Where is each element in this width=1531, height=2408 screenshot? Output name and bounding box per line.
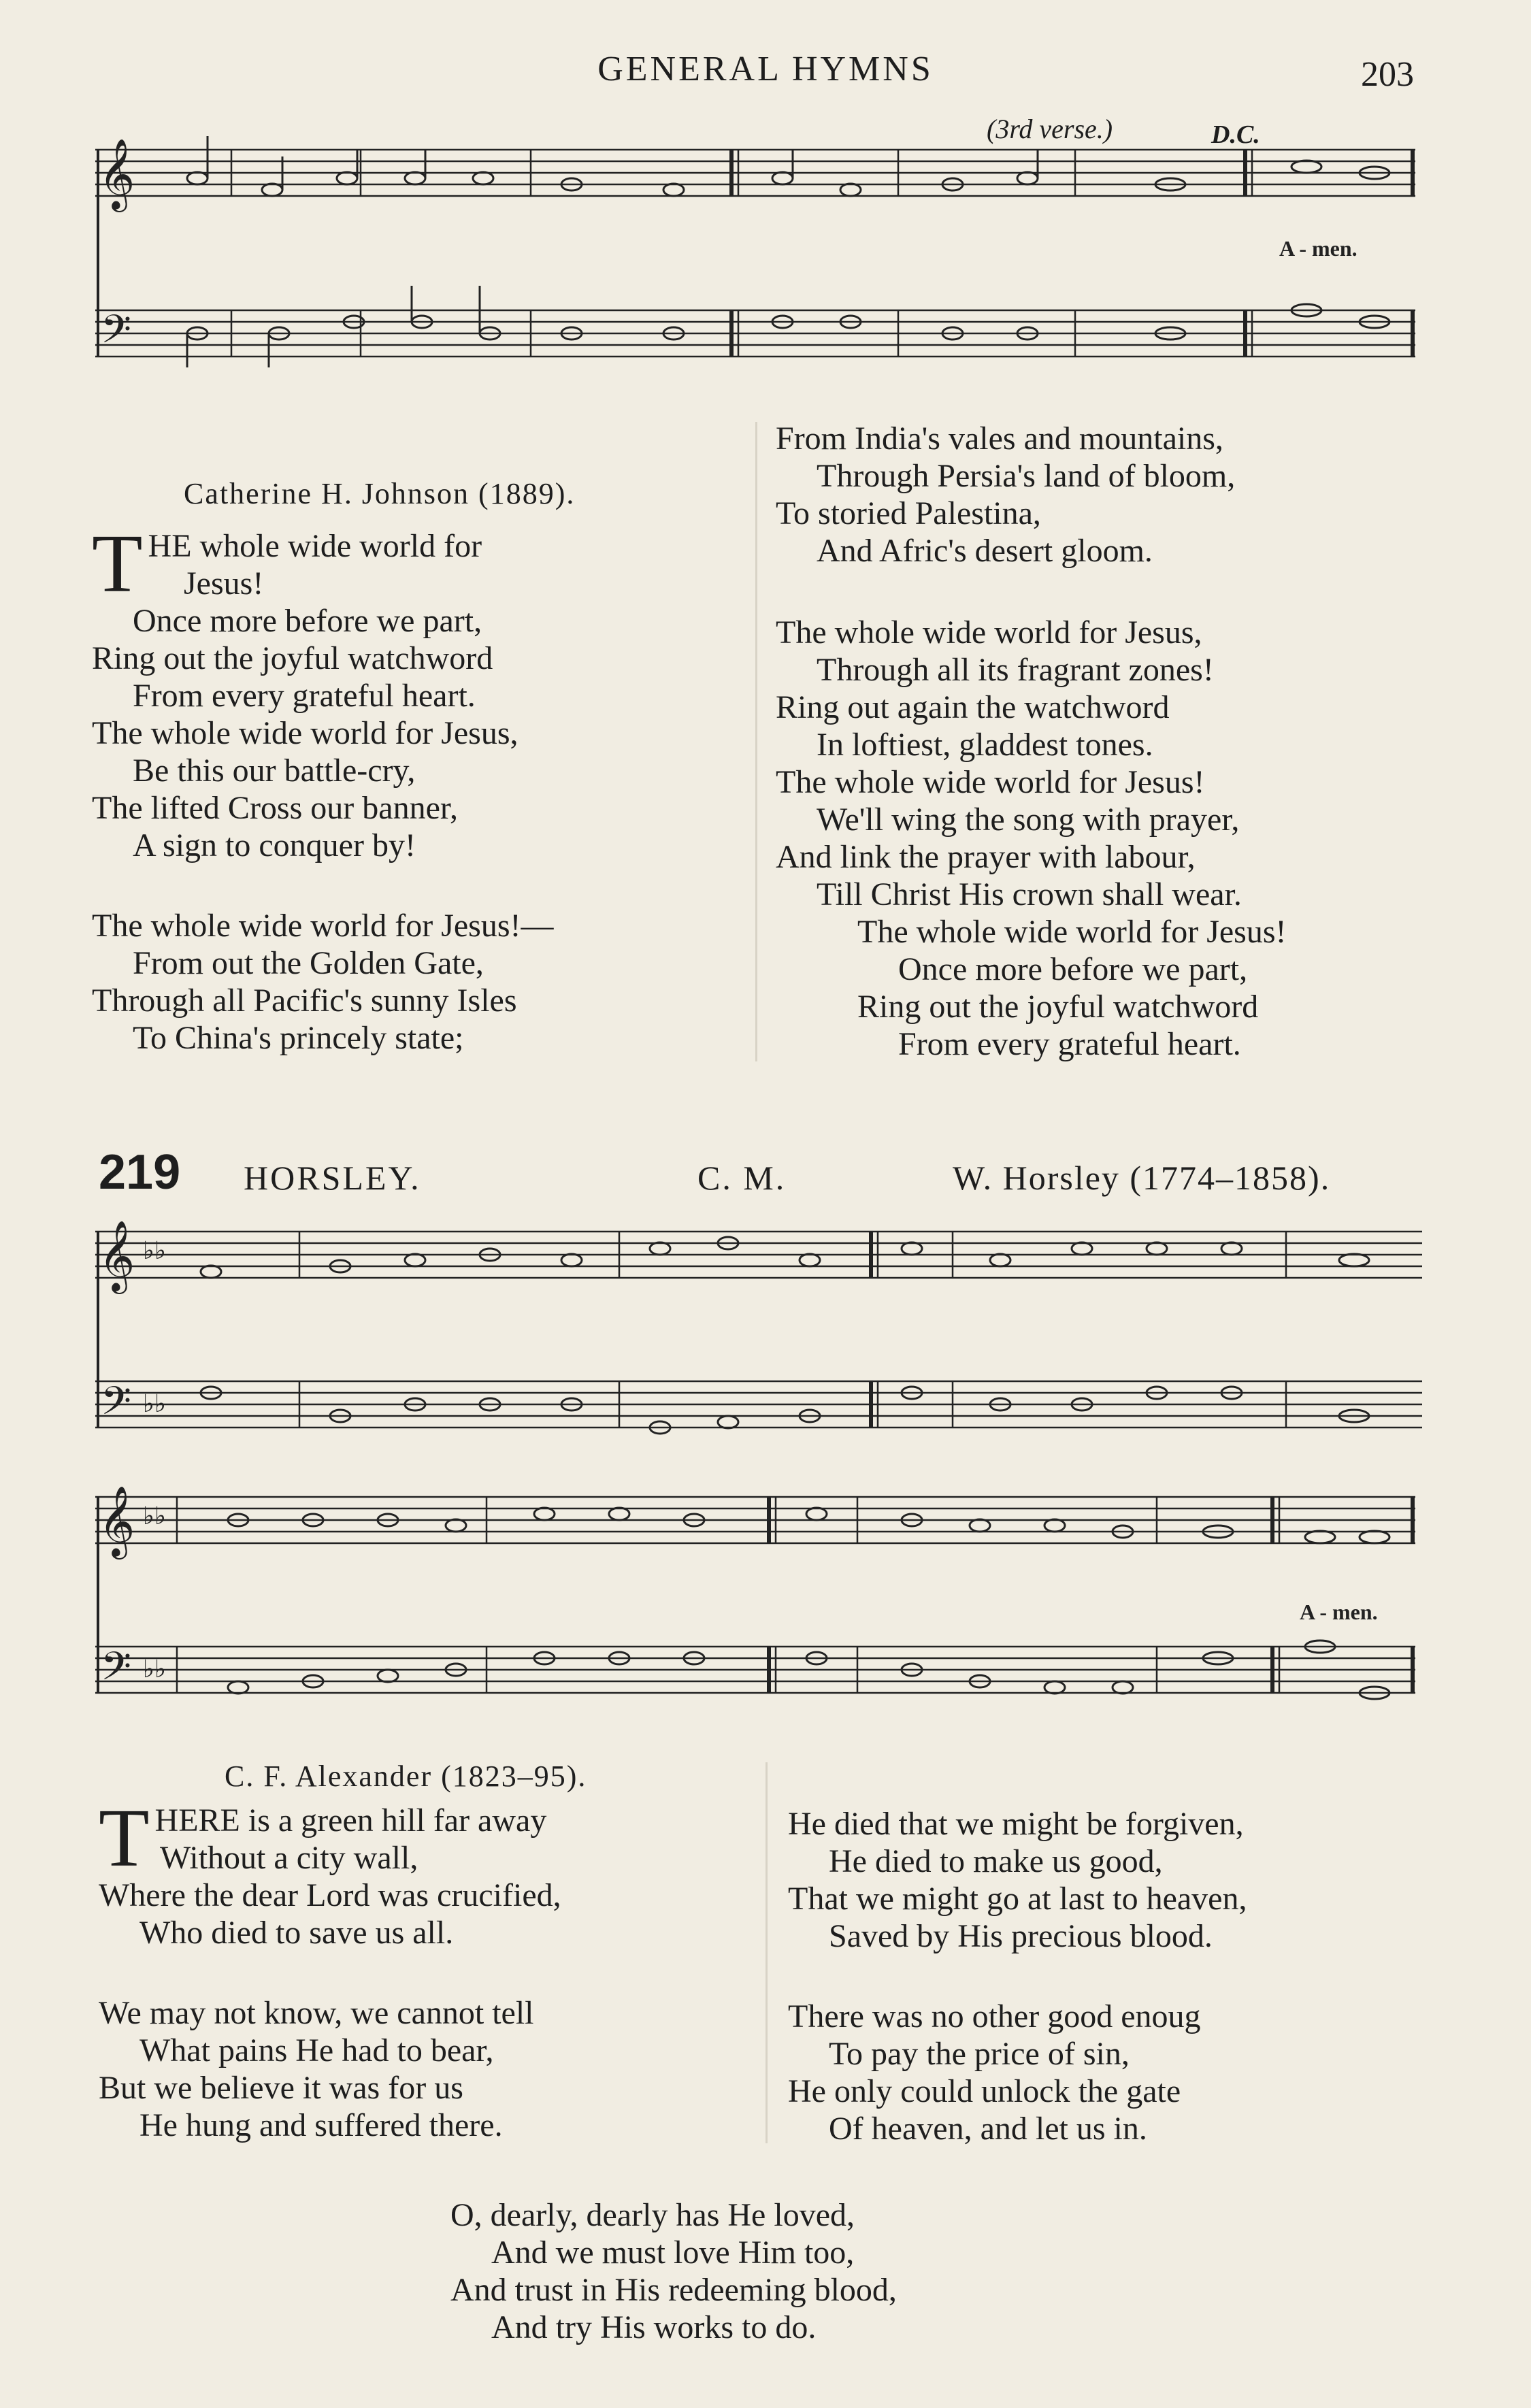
verse-line: He died to make us good, bbox=[829, 1843, 1163, 1879]
verse-line: Without a city wall, bbox=[160, 1840, 418, 1876]
verse-line: What pains He had to bear, bbox=[139, 2032, 494, 2068]
page-number: 203 bbox=[1361, 55, 1414, 94]
svg-text:𝄞: 𝄞 bbox=[99, 1485, 135, 1557]
verse-line: Jesus! bbox=[184, 565, 264, 601]
verse-line: To storied Palestina, bbox=[776, 495, 1041, 531]
verse-line: The whole wide world for Jesus! bbox=[857, 914, 1287, 950]
verse-line: The whole wide world for Jesus, bbox=[776, 614, 1202, 650]
verse-line: He hung and suffered there. bbox=[139, 2107, 503, 2143]
svg-text:♭♭: ♭♭ bbox=[143, 1655, 166, 1683]
verse-line: To pay the price of sin, bbox=[829, 2036, 1130, 2072]
hymn-219-author: C. F. Alexander (1823–95). bbox=[225, 1760, 587, 1793]
verse-line: The whole wide world for Jesus!— bbox=[92, 908, 554, 944]
svg-text:♭♭: ♭♭ bbox=[143, 1237, 166, 1265]
svg-text:𝄢: 𝄢 bbox=[101, 306, 132, 362]
verse-note: (3rd verse.) bbox=[987, 114, 1113, 144]
verse-line: From India's vales and mountains, bbox=[776, 420, 1223, 457]
verse-line: That we might go at last to heaven, bbox=[788, 1881, 1247, 1917]
meter: C. M. bbox=[697, 1159, 787, 1197]
composer: W. Horsley (1774–1858). bbox=[953, 1159, 1331, 1197]
verse-line: And link the prayer with labour, bbox=[776, 839, 1196, 875]
hymn-prev-left-column bbox=[92, 518, 738, 1057]
verse-line: We'll wing the song with prayer, bbox=[817, 802, 1240, 838]
hymn-219-left-column bbox=[99, 1792, 752, 2144]
verse-line: There was no other good enoug bbox=[788, 1998, 1201, 2034]
svg-text:𝄢: 𝄢 bbox=[101, 1643, 132, 1699]
hymn-number: 219 bbox=[99, 1145, 181, 1200]
tune-name: HORSLEY. bbox=[244, 1159, 421, 1197]
verse-line: Once more before we part, bbox=[133, 603, 482, 639]
hymn-prev-right-column bbox=[776, 420, 1456, 1063]
verse-line: A sign to conquer by! bbox=[133, 827, 416, 863]
verse-line: Who died to save us all. bbox=[139, 1915, 454, 1951]
verse-line: Ring out the joyful watchword bbox=[857, 989, 1259, 1025]
verse-line: HERE is a green hill far away bbox=[154, 1802, 547, 1838]
hymn-prev-author: Catherine H. Johnson (1889). bbox=[184, 477, 576, 510]
music-score-1 bbox=[95, 136, 1422, 381]
music-score-219-system-2 bbox=[95, 1483, 1422, 1735]
svg-text:𝄞: 𝄞 bbox=[99, 138, 135, 210]
da-capo-mark: D.C. bbox=[1211, 120, 1260, 149]
verse-line: HE whole wide world for bbox=[148, 528, 482, 564]
column-divider bbox=[755, 422, 757, 1061]
hymn-219-right-column bbox=[788, 1805, 1455, 2147]
verse-line: Where the dear Lord was crucified, bbox=[99, 1877, 561, 1913]
verse-line: Through all Pacific's sunny Isles bbox=[92, 983, 517, 1019]
amen-label-219: A - men. bbox=[1300, 1600, 1378, 1624]
verse-line: Ring out again the watchword bbox=[776, 689, 1170, 725]
verse-line: From out the Golden Gate, bbox=[133, 945, 484, 981]
verse-line: In loftiest, gladdest tones. bbox=[817, 727, 1153, 763]
verse-line: The whole wide world for Jesus, bbox=[92, 715, 518, 751]
verse-line: And trust in His redeeming blood, bbox=[450, 2272, 897, 2308]
verse-line: He only could unlock the gate bbox=[788, 2073, 1181, 2109]
verse-line: From every grateful heart. bbox=[133, 678, 476, 714]
music-score-219-system-1 bbox=[95, 1218, 1422, 1470]
verse-line: And try His works to do. bbox=[491, 2309, 817, 2345]
svg-text:𝄞: 𝄞 bbox=[99, 1220, 135, 1291]
verse-line: Till Christ His crown shall wear. bbox=[817, 876, 1242, 912]
verse-line: Ring out the joyful watchword bbox=[92, 640, 493, 676]
verse-line: But we believe it was for us bbox=[99, 2070, 463, 2106]
dropcap-letter: T bbox=[99, 1792, 150, 1884]
svg-text:♭♭: ♭♭ bbox=[143, 1502, 166, 1530]
hymn-219-final-stanza bbox=[450, 2196, 1131, 2346]
svg-text:𝄢: 𝄢 bbox=[101, 1378, 132, 1434]
verse-line: O, dearly, dearly has He loved, bbox=[450, 2197, 855, 2233]
verse-line: To China's princely state; bbox=[133, 1020, 464, 1056]
running-header: GENERAL HYMNS bbox=[597, 50, 934, 88]
verse-line: Saved by His precious blood. bbox=[829, 1918, 1213, 1954]
verse-line: The lifted Cross our banner, bbox=[92, 790, 458, 826]
dropcap-letter: T bbox=[92, 518, 143, 610]
svg-text:♭♭: ♭♭ bbox=[143, 1390, 166, 1418]
verse-line: We may not know, we cannot tell bbox=[99, 1995, 534, 2031]
verse-line: Through all its fragrant zones! bbox=[817, 652, 1214, 688]
verse-line: He died that we might be forgiven, bbox=[788, 1806, 1244, 1842]
verse-line: And we must love Him too, bbox=[491, 2234, 855, 2271]
verse-line: Once more before we part, bbox=[898, 951, 1248, 987]
verse-line: Of heaven, and let us in. bbox=[829, 2111, 1147, 2147]
verse-line: Be this our battle-cry, bbox=[133, 753, 416, 789]
verse-line: The whole wide world for Jesus! bbox=[776, 764, 1205, 800]
column-divider bbox=[766, 1762, 768, 2143]
verse-line: From every grateful heart. bbox=[898, 1026, 1241, 1062]
verse-line: Through Persia's land of bloom, bbox=[817, 458, 1236, 494]
amen-label-1: A - men. bbox=[1279, 236, 1357, 261]
verse-line: And Afric's desert gloom. bbox=[817, 533, 1153, 569]
